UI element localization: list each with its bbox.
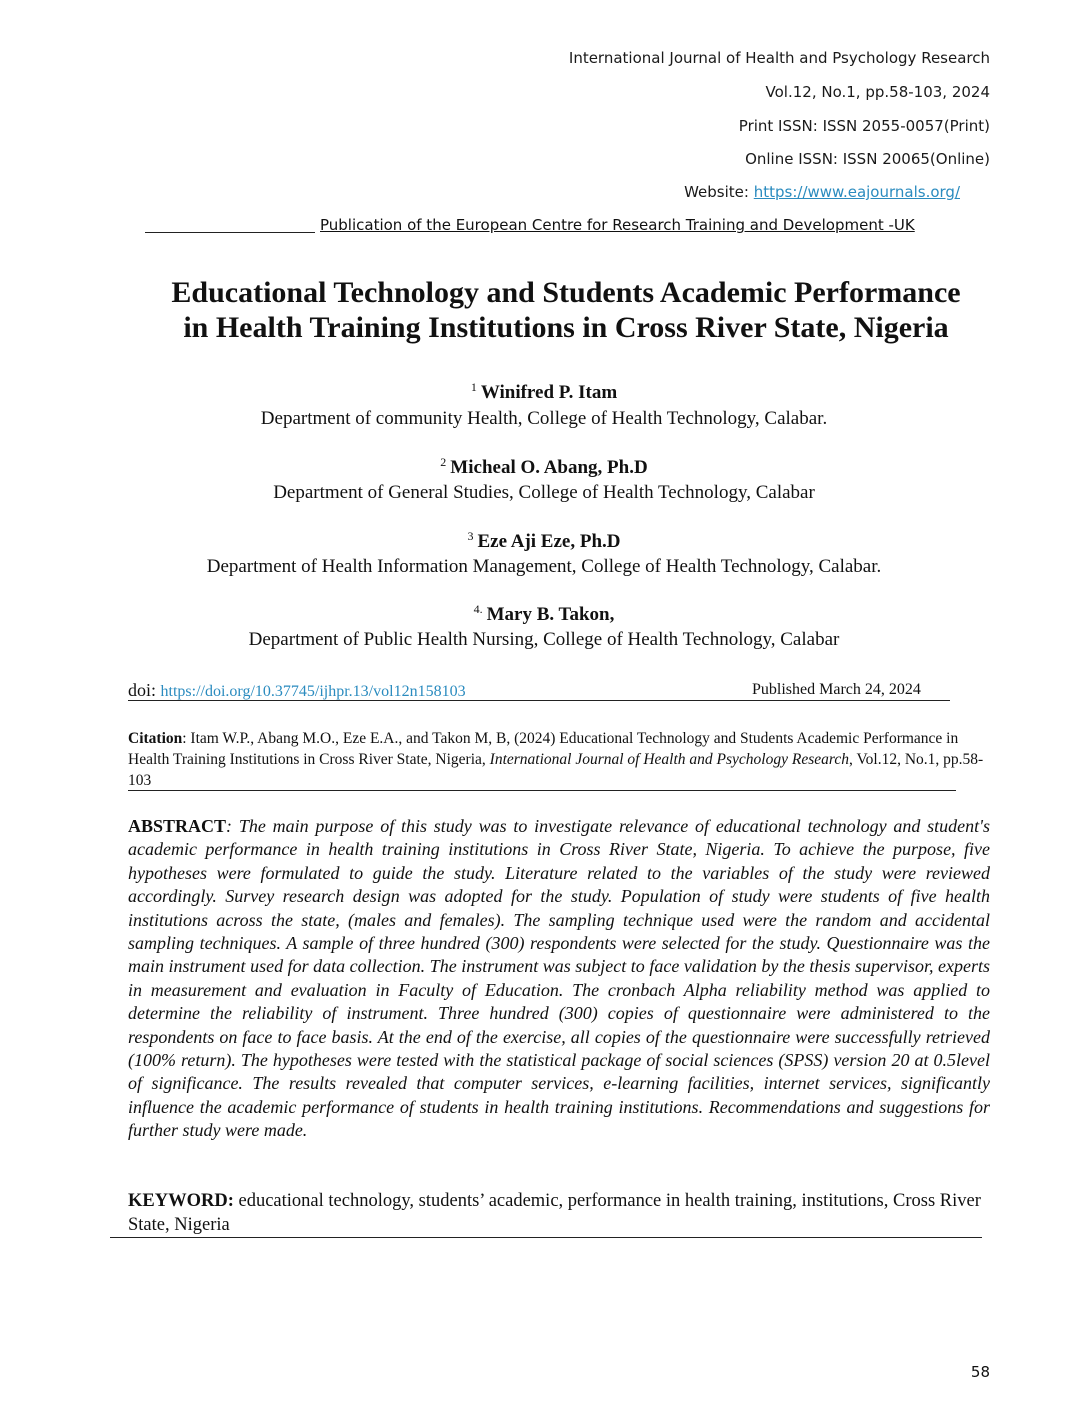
title-line-1: Educational Technology and Students Academic Performance [171,276,961,309]
author-2-dept: Department of General Studies, College of Health Technology, Calabar [273,482,815,503]
website-link[interactable]: https://www.eajournals.org/ [753,183,960,201]
author-number: 1 [470,380,477,394]
citation [128,728,990,791]
author-number: 4. [473,602,483,616]
author-name: Eze Aji Eze, Ph.D [477,531,621,552]
author-name: Winifred P. Itam [480,382,618,403]
doi-label: doi: [128,680,157,700]
online-issn: Online ISSN: ISSN 20065(Online) [745,150,990,168]
publisher-rule [145,232,315,233]
keyword-rule [110,1237,982,1238]
author-4 [0,604,1088,626]
author-number: 3 [467,529,474,543]
author-3 [0,531,1088,553]
doi-line [128,680,466,701]
abstract-label: ABSTRACT [128,816,227,836]
author-number: 2 [440,455,447,469]
keyword-label: KEYWORD: [128,1191,234,1211]
website-label: Website: [684,183,749,201]
doi-link[interactable]: https://doi.org/10.37745/ijhpr.13/vol12n158103 [160,683,466,700]
paper-title [100,275,1032,345]
author-4-dept: Department of Public Health Nursing, College of Health Technology, Calabar [248,629,840,650]
journal-name: International Journal of Health and Psychology Research [568,49,990,67]
citation-rule [128,790,956,791]
volume-info: Vol.12, No.1, pp.58-103, 2024 [765,83,990,101]
keyword-text: educational technology, students’ academic, performance in health training, institutions, Cross River State, Nigeria [128,1191,981,1235]
published-date: Published March 24, 2024 [752,681,921,698]
page-number: 58 [970,1363,990,1381]
doi-rule [128,700,950,701]
author-1-dept: Department of community Health, College of Health Technology, Calabar. [260,408,828,429]
citation-text: : Itam W.P., Abang M.O., Eze E.A., and Takon M, B, (2024) Educational Technology and Students Academic Performance in Health Training Institutions in Cross River State, Nigeria, [128,730,959,768]
print-issn: Print ISSN: ISSN 2055-0057(Print) [738,117,990,135]
keywords [128,1189,990,1237]
author-name: Mary B. Takon, [486,604,615,625]
citation-label: Citation [128,730,183,747]
author-name: Micheal O. Abang, Ph.D [450,457,648,478]
abstract [128,815,990,1143]
citation-tail: , Vol.12, No.1, pp.58-103 [128,751,984,789]
citation-journal: International Journal of Health and Psychology Research [489,751,849,768]
abstract-text: : The main purpose of this study was to investigate relevance of educational technology and student's academic performance in health training institutions in Cross River State, Nigeria. To achieve the purpose, five hypotheses were formulated to guide the study. Literature related to the variables of the study were reviewed accordingly. Survey research design was adopted for the study. Population of study were students of five health institutions across the state, (males and females). The sampling technique used were the random and accidental sampling techniques. A sample of three hundred (300) respondents were selected for the study. Questionnaire was the main instrument used for data collection. The instrument was subject to face validation by the thesis supervisor, experts in measurement and evaluation in Faculty of Education. The cronbach Alpha reliability method was applied to determine the reliability of instrument. Three hundred (300) copies of questionnaire were administered to the respondents on face to face basis. At the end of the exercise, all copies of the questionnaire were successfully retrieved (100% return). The hypotheses were tested with the statistical package of social sciences (SPSS) version 20 at 0.5level of significance. The results revealed that computer services, e-learning facilities, internet services, significantly influence the academic performance of students in health training institutions. Recommendations and suggestions for further study were made. [128,816,990,1141]
author-1 [0,382,1088,404]
website-line [684,183,960,201]
publisher-line: Publication of the European Centre for Research Training and Development -UK [320,216,915,234]
author-2 [0,457,1088,479]
author-3-dept: Department of Health Information Management, College of Health Technology, Calabar. [206,556,882,577]
title-line-2: in Health Training Institutions in Cross River State, Nigeria [183,311,949,344]
